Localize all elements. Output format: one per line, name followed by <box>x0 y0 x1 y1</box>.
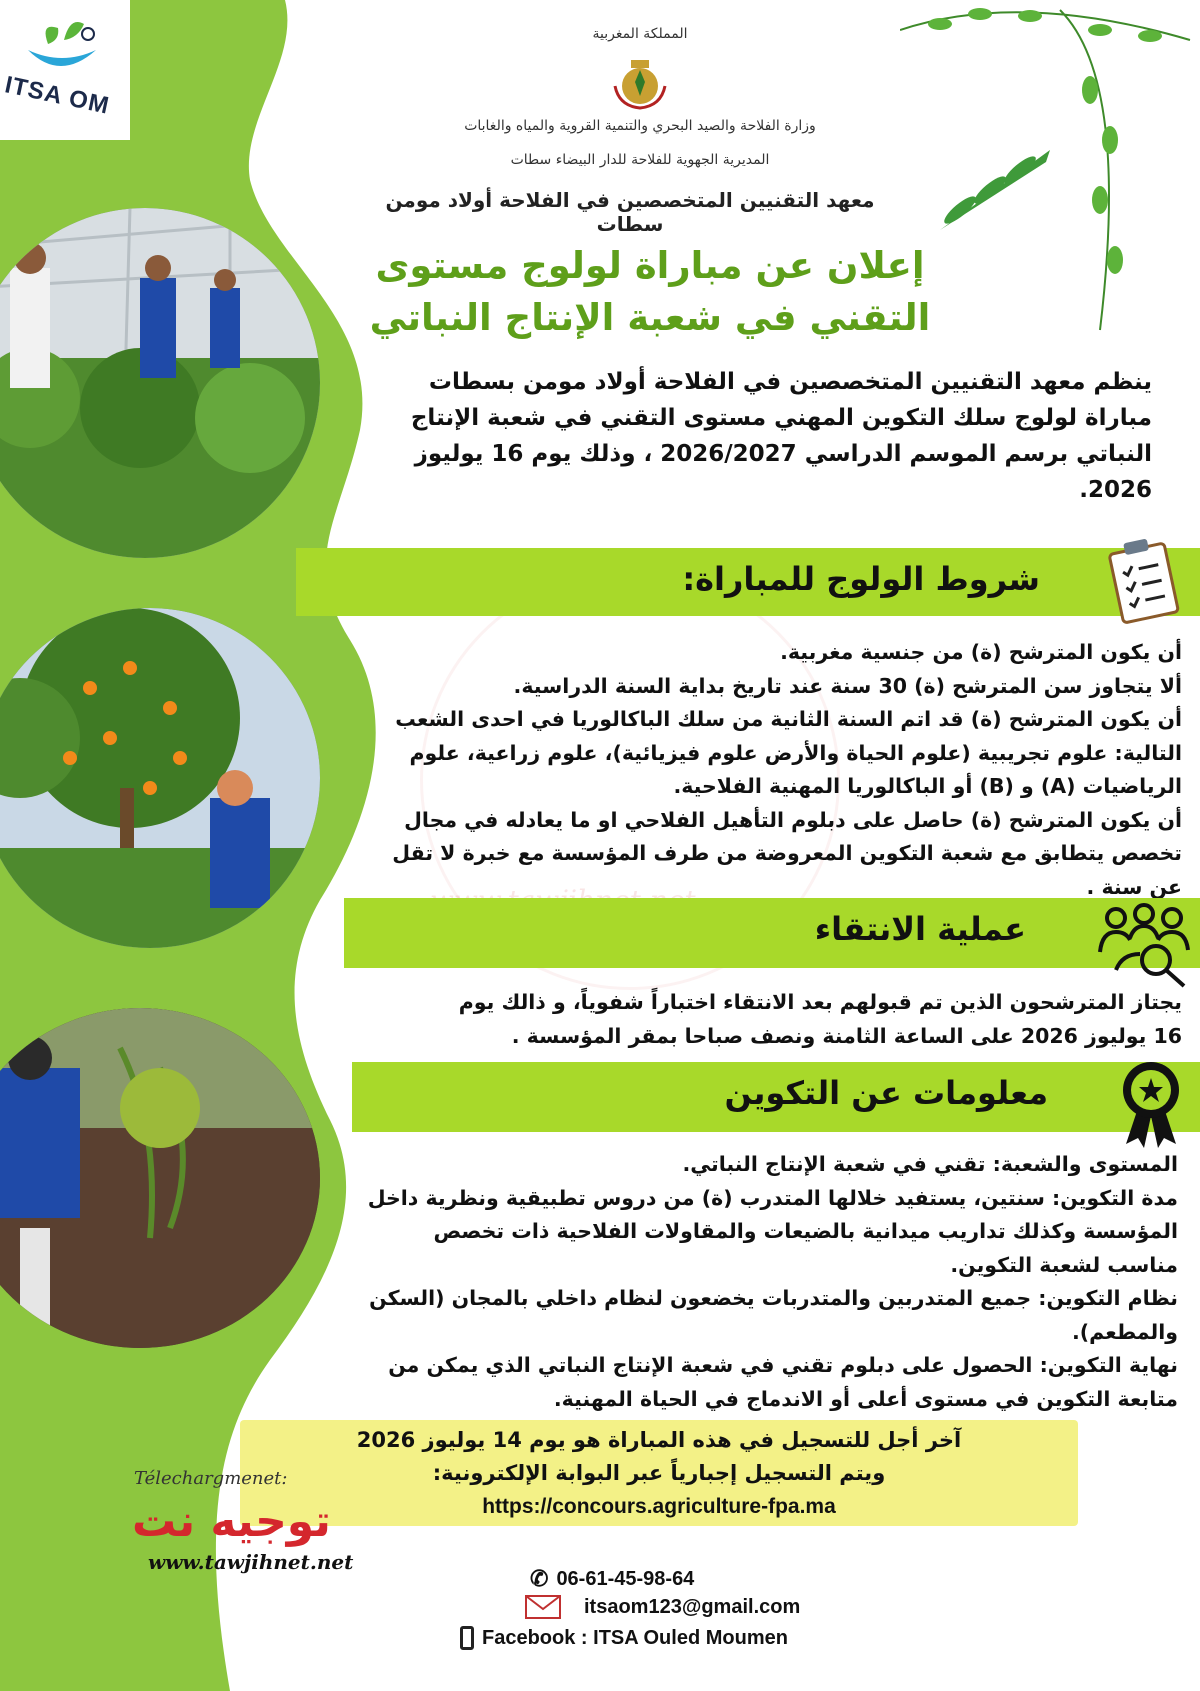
vine-leaves-decoration <box>900 0 1200 340</box>
deadline-box <box>240 1420 1078 1526</box>
phone-icon: ✆ <box>530 1566 549 1591</box>
condition-item: ألا يتجاوز سن المترشح (ة) 30 سنة عند تاريخ بداية السنة الدراسية. <box>513 673 1182 698</box>
people-search-icon <box>1096 900 1192 990</box>
email-contact <box>524 1594 800 1620</box>
training-heading: معلومات عن التكوين <box>724 1074 1048 1112</box>
selection-text: يجتاز المترشحون الذين تم قبولهم بعد الانتقاء اختباراً شفوياً، و ذالك يوم 16 يوليوز 2026 على الساعة الثامنة ونصف صباحا بمقر المؤسسة . <box>458 990 1182 1048</box>
condition-item: أن يكون المترشح (ة) حاصل على دبلوم التأهيل الفلاحي او ما يعادله في مجال تخصص يتطابق مع شعبة التكوين المعروضة من طرف المؤسسة مع خبرة لا تقل عن سنة . <box>392 807 1182 899</box>
royal-emblem-icon <box>611 56 669 112</box>
condition-item: أن يكون المترشح (ة) من جنسية مغربية. <box>780 640 1182 664</box>
registration-link[interactable]: https://concours.agriculture-fpa.ma <box>482 1495 836 1518</box>
institute-name: معهد التقنيين المتخصصين في الفلاحة أولاد مومن سطات <box>385 188 875 236</box>
training-item: المستوى والشعبة: تقني في شعبة الإنتاج النباتي. <box>682 1152 1178 1176</box>
title-line-2: التقني في شعبة الإنتاج النباتي <box>369 296 931 339</box>
download-label: Télechargmenet: <box>134 1468 288 1489</box>
deadline-line-2: ويتم التسجيل إجبارياً عبر البوابة الإلكترونية: <box>432 1461 886 1485</box>
mobile-phone-icon <box>460 1626 474 1650</box>
selection-heading: عملية الانتقاء <box>814 910 1026 948</box>
clipboard-checklist-icon <box>1104 534 1188 624</box>
announcement-title <box>360 240 940 344</box>
selection-band <box>344 898 1200 968</box>
condition-item: أن يكون المترشح (ة) قد اتم السنة الثانية من سلك الباكالوريا في احدى الشعب التالية: علوم تجريبية (علوم الحياة والأرض علوم فيزيائية)، علوم زراعية، علوم الرياضيات (A) و (B) أو الباكالوريا المهنية الفلاحية. <box>395 707 1182 798</box>
regional-direction-label: المديرية الجهوية للفلاحة للدار البيضاء سطات <box>510 152 770 168</box>
itsa-logo <box>0 0 130 140</box>
conditions-list <box>362 636 1182 904</box>
award-badge-icon <box>1116 1058 1186 1148</box>
training-item: مدة التكوين: سنتين، يستفيد خلالها المتدرب (ة) من دروس تطبيقية ونظرية داخل المؤسسة وكذلك تداريب ميدانية بالضيعات والمقاولات الفلاحية ذات تخصص مناسب لشعبة التكوين. <box>367 1185 1178 1277</box>
training-item: نهاية التكوين: الحصول على دبلوم تقني في شعبة الإنتاج النباتي الذي يمكن من متابعة التكوين في مستوى أعلى أو الاندماج في الحياة المهنية. <box>388 1353 1178 1411</box>
facebook-contact <box>460 1626 788 1650</box>
facebook-page[interactable]: Facebook : ITSA Ouled Moumen <box>482 1626 788 1649</box>
tawjihnet-url[interactable]: www.tawjihnet.net <box>148 1550 354 1574</box>
training-item: نظام التكوين: جميع المتدربين والمتدربات يخضعون لنظام داخلي بالمجان (السكن والمطعم). <box>369 1286 1178 1344</box>
ministry-label: وزارة الفلاحة والصيد البحري والتنمية القروية والمياه والغابات <box>464 118 816 134</box>
title-line-1: إعلان عن مباراة لولوج مستوى <box>375 244 925 287</box>
phone-number[interactable]: 06-61-45-98-64 <box>556 1567 695 1590</box>
envelope-icon <box>524 1594 562 1620</box>
phone-contact <box>530 1566 694 1592</box>
kingdom-label: المملكة المغربية <box>592 26 688 42</box>
conditions-heading: شروط الولوج للمباراة: <box>682 560 1040 598</box>
training-list <box>360 1148 1178 1416</box>
intro-paragraph: ينظم معهد التقنيين المتخصصين في الفلاحة أولاد مومن بسطات مباراة لولوج سلك التكوين المهني مستوى التقني في شعبة الإنتاج النباتي برسم الموسم الدراسي 2026/2027 ، وذلك يوم 16 يوليوز 2026. <box>410 369 1152 503</box>
tawjihnet-logo: توجيه نت <box>132 1496 331 1547</box>
deadline-line-1: آخر أجل للتسجيل في هذه المباراة هو يوم 14 يوليوز 2026 <box>356 1428 962 1452</box>
logo-text: ITSA OM <box>2 71 112 120</box>
email-address[interactable]: itsaom123@gmail.com <box>584 1595 801 1618</box>
